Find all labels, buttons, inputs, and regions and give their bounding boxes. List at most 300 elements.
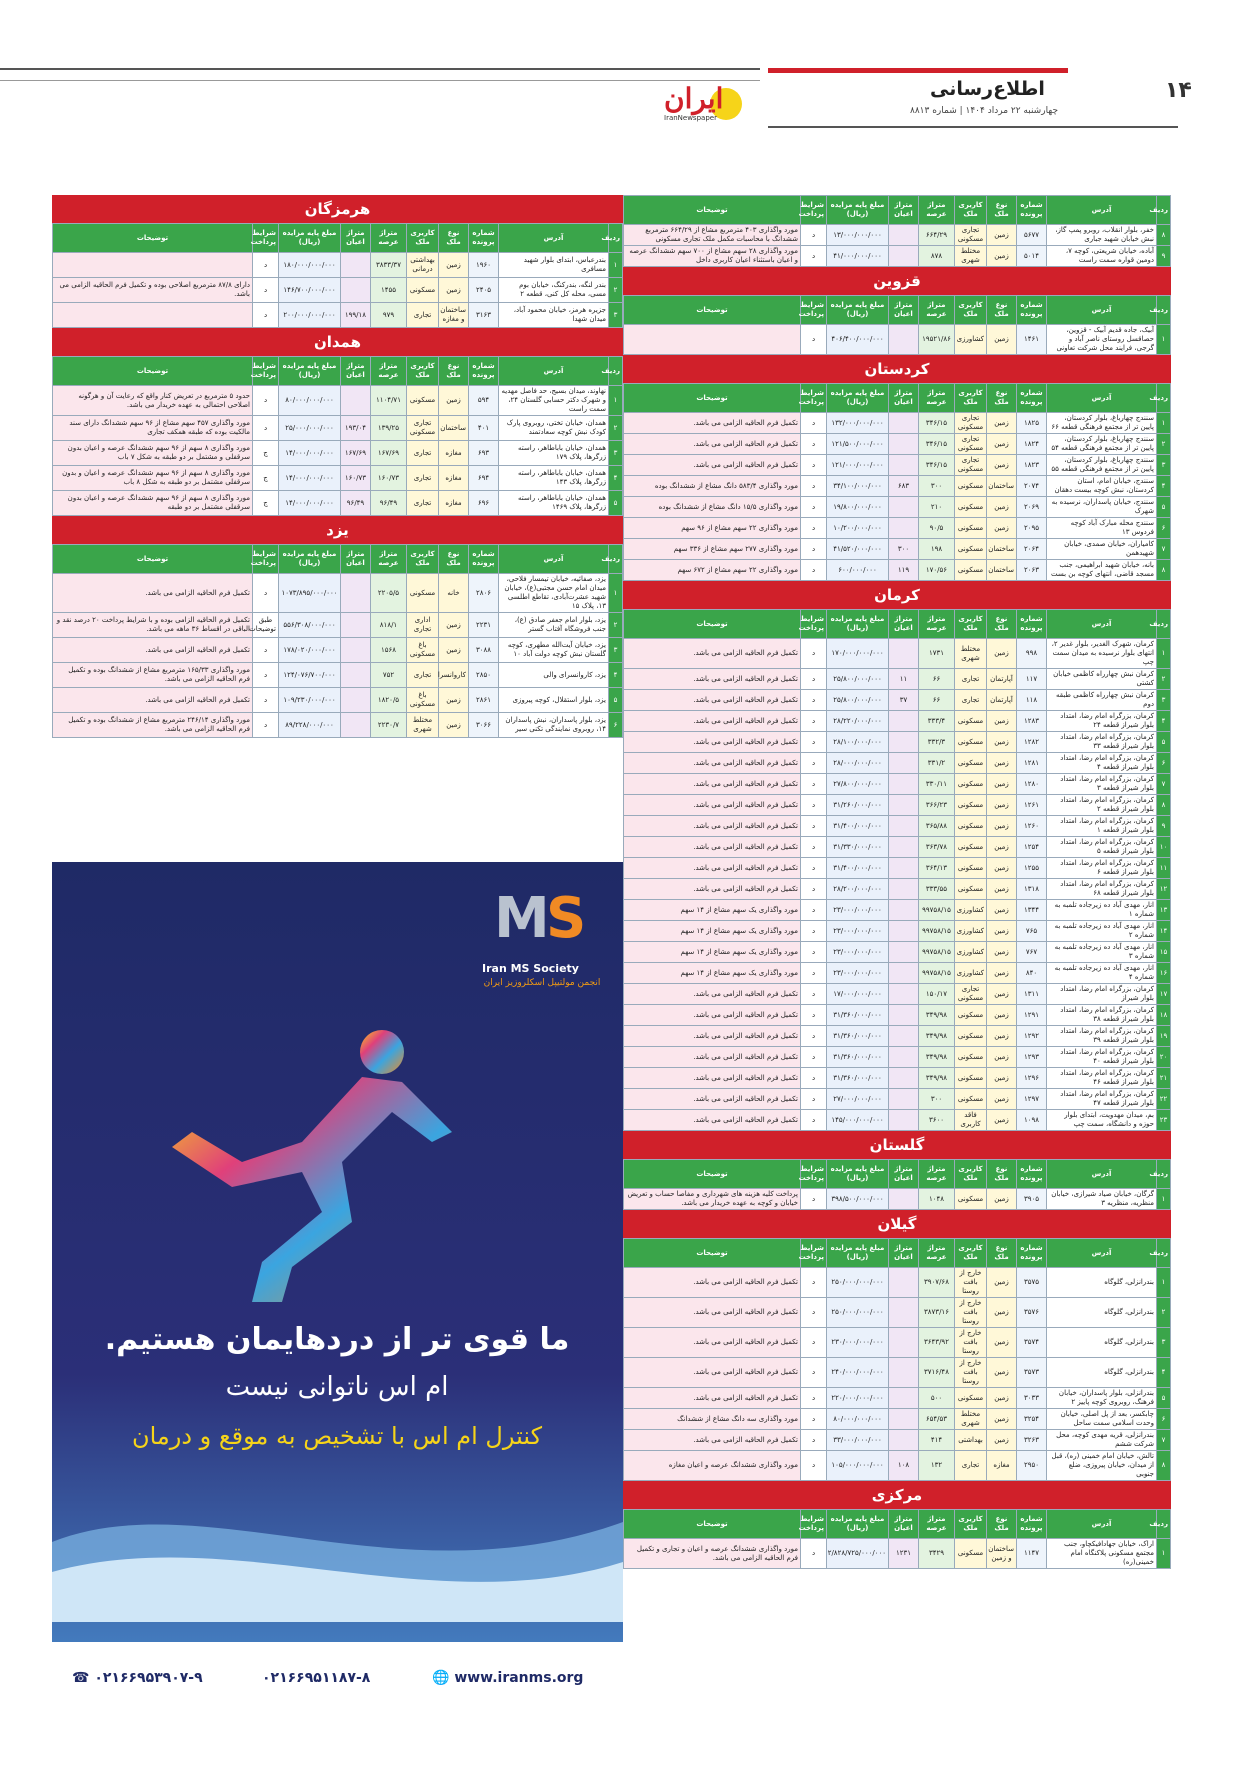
table-cell-area: ۱۷۰/۵۶ xyxy=(919,560,955,581)
table-cell-use: تجاری xyxy=(407,663,439,688)
auction-table xyxy=(52,544,623,738)
table-cell-n: ۱۳ xyxy=(1157,900,1171,921)
table-cell-desc: تکمیل فرم الحاقیه الزامی می باشد. xyxy=(53,638,253,663)
table-row xyxy=(624,1089,1171,1110)
column-header: شرایط پرداخت xyxy=(801,196,827,225)
table-cell-addr: کرمان، بزرگراه امام رضا، امتداد بلوار شیراز قطعه ۶ xyxy=(1047,858,1157,879)
auction-table xyxy=(623,295,1171,355)
table-cell-n: ۸ xyxy=(1157,1451,1171,1481)
column-header: متراژ عرصه xyxy=(919,610,955,639)
ms-society-ad xyxy=(52,862,623,1716)
table-cell-n: ۴ xyxy=(609,466,623,491)
table-cell-pay: د xyxy=(801,413,827,434)
table-cell-file: ۱۲۵۴ xyxy=(1017,837,1047,858)
phone-2-text: ۰۲۱۶۶۹۵۳۹۰۷-۹ xyxy=(94,1670,203,1686)
column-header: مبلغ پایه مزایده (ریال) xyxy=(279,224,341,253)
table-cell-addr: اراک، خیابان جهادافیکچاو، جنب مجتمع مسکونی پلاکنگاه امام خمینی(ره) xyxy=(1047,1539,1157,1569)
table-cell-desc: تکمیل فرم الحاقیه الزامی می باشد. xyxy=(624,858,801,879)
table-cell-use: مسکونی xyxy=(955,858,987,879)
table-cell-addr: کرمان، بزرگراه امام رضا، امتداد بلوار شیراز قطعه ۲۴ xyxy=(1047,711,1157,732)
table-cell-pay: د xyxy=(801,497,827,518)
table-cell-price: ۲۳۰/۰۰۰/۰۰۰/۰۰۰ xyxy=(827,1328,889,1358)
column-header: متراژ اعیان xyxy=(889,384,919,413)
table-cell-kind: آپارتمان xyxy=(987,690,1017,711)
table-cell-price: ۸۰/۰۰۰/۰۰۰/۰۰۰ xyxy=(827,1409,889,1430)
ad-contact-bar xyxy=(52,1642,623,1716)
table-cell-file: ۱۲۹۲ xyxy=(1017,1026,1047,1047)
table-cell-use: مسکونی xyxy=(955,1068,987,1089)
column-header: متراژ عرصه xyxy=(919,384,955,413)
column-header: توضیحات xyxy=(624,610,801,639)
table-cell-pay: د xyxy=(801,900,827,921)
table-cell-bld xyxy=(889,732,919,753)
table-cell-desc: مورد واگذاری یک سهم مشاع از ۱۴ سهم xyxy=(624,942,801,963)
table-cell-price: ۱۲۱/۵۰۰/۰۰۰/۰۰۰ xyxy=(827,434,889,455)
province-header: کرمان xyxy=(623,581,1171,609)
table-cell-price: ۲۵/۰۰۰/۰۰۰/۰۰۰ xyxy=(279,416,341,441)
table-cell-pay: د xyxy=(253,303,279,328)
column-header: مبلغ پایه مزایده (ریال) xyxy=(827,610,889,639)
column-header: توضیحات xyxy=(53,357,253,386)
column-header: کاربری ملک xyxy=(955,196,987,225)
column-header: نوع ملک xyxy=(439,224,469,253)
table-cell-desc: تکمیل فرم الحاقیه الزامی می باشد. xyxy=(624,669,801,690)
table-cell-pay: د xyxy=(253,416,279,441)
table-cell-bld: ۹۶/۴۹ xyxy=(341,491,371,516)
table-cell-area: ۳۴۹/۹۸ xyxy=(919,1047,955,1068)
table-cell-area: ۹۰/۵ xyxy=(919,518,955,539)
column-header: توضیحات xyxy=(624,296,801,325)
table-cell-file: ۲۸۰۶ xyxy=(469,574,499,613)
table-cell-use: باغ مسکونی xyxy=(407,688,439,713)
issue-info: چهارشنبه ۲۲ مرداد ۱۴۰۴ | شماره ۸۸۱۳ xyxy=(910,106,1059,116)
table-cell-area: ۱۵۶۸ xyxy=(371,638,407,663)
table-cell-n: ۹ xyxy=(1157,816,1171,837)
table-cell-bld xyxy=(889,711,919,732)
table-cell-kind: زمین xyxy=(439,253,469,278)
table-row xyxy=(624,413,1171,434)
column-header: ردیف xyxy=(1157,384,1171,413)
table-cell-bld xyxy=(889,942,919,963)
table-cell-use: مسکونی xyxy=(955,539,987,560)
table-cell-area: ۳۴۶/۱۵ xyxy=(919,413,955,434)
table-cell-pay: د xyxy=(801,732,827,753)
table-cell-addr: یزد، بلوار پاسداران، نبش پاسداران ۱۴، روبروی نمایندگی تکنی سیر xyxy=(499,713,609,738)
table-cell-use: تجاری مسکونی xyxy=(955,413,987,434)
table-cell-bld: ۱۱ xyxy=(889,669,919,690)
table-cell-kind: زمین xyxy=(987,879,1017,900)
table-row xyxy=(53,303,623,328)
section-title: اطلاع‌رسانی xyxy=(930,78,1045,100)
table-cell-file: ۱۱۷ xyxy=(1017,669,1047,690)
table-cell-bld xyxy=(889,1388,919,1409)
table-cell-price: ۱۷/۰۰۰/۰۰۰/۰۰۰ xyxy=(827,984,889,1005)
column-header: نوع ملک xyxy=(987,1239,1017,1268)
table-row xyxy=(624,1298,1171,1328)
table-cell-file: ۲۸۶۱ xyxy=(469,688,499,713)
table-cell-n: ۴ xyxy=(1157,1358,1171,1388)
table-cell-file: ۳۰۳۳ xyxy=(1017,1388,1047,1409)
table-row xyxy=(624,325,1171,355)
table-cell-area: ۶۶ xyxy=(919,690,955,711)
table-cell-price: ۱۰۹/۲۳۰/۰۰۰/۰۰۰ xyxy=(279,688,341,713)
ad-wave-decoration xyxy=(52,1462,623,1622)
column-header: شماره پرونده xyxy=(469,224,499,253)
table-cell-area: ۹۹۷۵۸/۱۵ xyxy=(919,900,955,921)
column-header: کاربری ملک xyxy=(407,545,439,574)
table-cell-pay: د xyxy=(801,1409,827,1430)
table-cell-bld xyxy=(341,688,371,713)
logo: ایران xyxy=(664,82,724,115)
table-cell-use: بهداشتی درمانی xyxy=(407,253,439,278)
table-cell-n: ۱ xyxy=(609,253,623,278)
column-header: مبلغ پایه مزایده (ریال) xyxy=(827,1239,889,1268)
table-cell-addr: کامیاران، خیابان صمدی، خیابان شهیدهمن xyxy=(1047,539,1157,560)
table-cell-pay: د xyxy=(801,774,827,795)
table-cell-addr: کرمان، بزرگراه امام رضا، امتداد بلوار شیراز قطعه ۵ xyxy=(1047,837,1157,858)
table-cell-addr: آبیک، جاده قدیم آبیک - قزوین، حصاقسل روستای ناصر آباد و گرجی، فرایند محل شرکت تعاونی xyxy=(1047,325,1157,355)
table-cell-n: ۷ xyxy=(1157,774,1171,795)
table-cell-n: ۵ xyxy=(1157,1388,1171,1409)
table-cell-kind: زمین xyxy=(987,1089,1017,1110)
column-header: متراژ عرصه xyxy=(919,1510,955,1539)
table-cell-use: مختلط شهری xyxy=(955,246,987,267)
table-cell-pay: د xyxy=(801,518,827,539)
table-cell-addr: کرمان، بزرگراه امام رضا، امتداد بلوار شیراز قطعه ۴ xyxy=(1047,753,1157,774)
table-cell-desc: تکمیل فرم الحاقیه الزامی می باشد. xyxy=(624,879,801,900)
table-cell-bld: ۱۰۸ xyxy=(889,1451,919,1481)
table-cell-use: مسکونی xyxy=(955,1005,987,1026)
table-cell-pay: ج xyxy=(253,441,279,466)
table-cell-desc: تکمیل فرم الحاقیه الزامی می باشد. xyxy=(624,1430,801,1451)
table-cell-addr: کرمان نبش چهارراه کاظمی طبقه دوم xyxy=(1047,690,1157,711)
column-header: متراژ عرصه xyxy=(919,296,955,325)
table-cell-area: ۳۴۹/۹۸ xyxy=(919,1005,955,1026)
table-cell-pay: د xyxy=(253,386,279,416)
table-cell-area: ۶۶ xyxy=(919,669,955,690)
province-header: گیلان xyxy=(623,1210,1171,1238)
table-cell-file: ۴۰۱ xyxy=(469,416,499,441)
table-cell-price: ۳۱/۳۶۰/۰۰۰/۰۰۰ xyxy=(827,1047,889,1068)
column-header: توضیحات xyxy=(624,1510,801,1539)
table-cell-kind: زمین xyxy=(987,497,1017,518)
table-cell-addr: کرمان، بزرگراه امام رضا، امتداد بلوار شیراز قطعه ۴۶ xyxy=(1047,1068,1157,1089)
table-cell-pay: د xyxy=(801,669,827,690)
column-header: ردیف xyxy=(1157,610,1171,639)
table-cell-file: ۱۲۸۱ xyxy=(1017,753,1047,774)
website-link[interactable]: 🌐 www.iranms.org xyxy=(432,1670,584,1686)
table-cell-pay: د xyxy=(801,1328,827,1358)
table-cell-file: ۳۰۶۶ xyxy=(469,713,499,738)
table-cell-kind: زمین xyxy=(987,795,1017,816)
table-cell-kind: زمین xyxy=(987,1298,1017,1328)
table-cell-n: ۶ xyxy=(1157,518,1171,539)
table-cell-file: ۷۶۷ xyxy=(1017,942,1047,963)
table-cell-area: ۱۴۵۵ xyxy=(371,278,407,303)
table-cell-bld xyxy=(889,774,919,795)
table-cell-bld xyxy=(889,858,919,879)
column-header: توضیحات xyxy=(53,224,253,253)
column-header: متراژ اعیان xyxy=(889,1239,919,1268)
table-cell-use: باغ مسکونی xyxy=(407,638,439,663)
table-cell-bld xyxy=(889,1189,919,1210)
table-row xyxy=(53,253,623,278)
column-header: متراژ عرصه xyxy=(919,1239,955,1268)
column-header: متراژ اعیان xyxy=(889,296,919,325)
table-cell-price: ۱۴۶/۷۰۰/۰۰۰/۰۰۰ xyxy=(279,278,341,303)
table-row xyxy=(624,1388,1171,1409)
table-cell-bld xyxy=(889,921,919,942)
table-cell-price: ۱۷۰/۰۰۰/۰۰۰/۰۰۰ xyxy=(827,639,889,669)
table-cell-area: ۱۷۳۱ xyxy=(919,639,955,669)
table-row xyxy=(624,795,1171,816)
table-cell-file: ۱۹۶۰ xyxy=(469,253,499,278)
table-cell-use: مسکونی xyxy=(955,774,987,795)
table-cell-n: ۱ xyxy=(609,386,623,416)
table-cell-n: ۲۱ xyxy=(1157,1068,1171,1089)
table-cell-n: ۵ xyxy=(1157,497,1171,518)
column-header: متراژ عرصه xyxy=(371,224,407,253)
table-cell-desc: تکمیل فرم الحاقیه الزامی می باشد. xyxy=(624,732,801,753)
table-cell-use: مسکونی xyxy=(407,386,439,416)
table-cell-kind: زمین xyxy=(987,1026,1017,1047)
table-cell-bld xyxy=(889,1110,919,1131)
table-cell-desc: مورد واگذاری ششدانگ عرصه و اعیان و تجاری و تکمیل فرم الحاقیه الزامی می باشد. xyxy=(624,1539,801,1569)
table-cell-pay: د xyxy=(801,560,827,581)
table-cell-use: تجاری مسکونی xyxy=(955,434,987,455)
table-cell-desc: تکمیل فرم الحاقیه الزامی می باشد. xyxy=(624,753,801,774)
table-cell-desc: تکمیل فرم الحاقیه الزامی می باشد. xyxy=(53,688,253,713)
table-cell-pay: د xyxy=(253,574,279,613)
table-cell-pay: د xyxy=(801,1189,827,1210)
table-cell-desc: مورد واگذاری ۲۴۶/۱۴ مترمربع مشاع از ششدانگ بوده و تکمیل فرم الحاقیه الزامی می باشد. xyxy=(53,713,253,738)
table-cell-bld xyxy=(889,639,919,669)
table-cell-use: کشاورزی xyxy=(955,942,987,963)
table-cell-addr: بندرانزلی، گلوگاه xyxy=(1047,1358,1157,1388)
table-row xyxy=(624,753,1171,774)
table-cell-n: ۱۸ xyxy=(1157,1005,1171,1026)
table-cell-n: ۶ xyxy=(1157,1409,1171,1430)
table-cell-addr: سنندج چهارباغ، بلوار کردستان، پایین تر از مجتمع فرهنگی قطعه ۶۶ xyxy=(1047,413,1157,434)
table-cell-use: کشاورزی xyxy=(955,963,987,984)
table-cell-addr: سنندج محله مبارک آباد کوچه فردوس ۱۳ xyxy=(1047,518,1157,539)
table-cell-addr: بندرانزلی، قریه مهدی کوچه، محل شرکت ششم xyxy=(1047,1430,1157,1451)
table-cell-price: ۵۵۶/۳۰۸/۰۰۰/۰۰۰ xyxy=(279,613,341,638)
table-cell-addr: کرمان، بزرگراه امام رضا، امتداد بلوار شیراز قطعه ۳۳ xyxy=(1047,732,1157,753)
column-header: توضیحات xyxy=(624,196,801,225)
table-cell-kind: زمین xyxy=(987,732,1017,753)
column-header: ردیف xyxy=(1157,296,1171,325)
table-cell-price: ۲۳/۰۰۰/۰۰۰/۰۰۰ xyxy=(827,963,889,984)
column-header: شماره پرونده xyxy=(469,357,499,386)
table-row xyxy=(53,663,623,688)
column-header: آدرس xyxy=(1047,1160,1157,1189)
table-row xyxy=(624,900,1171,921)
column-header: ردیف xyxy=(1157,1160,1171,1189)
table-cell-price: ۸۰/۰۰۰/۰۰۰/۰۰۰ xyxy=(279,386,341,416)
table-cell-addr: کرمان، بزرگراه امام رضا، امتداد بلوار شیراز قطعه ۶۸ xyxy=(1047,879,1157,900)
table-cell-addr: خفر، بلوار انقلاب، روبرو پمپ گاز، نبش خیابان شهید جباری xyxy=(1047,225,1157,246)
table-cell-use: خارج از بافت روستا xyxy=(955,1268,987,1298)
column-header: متراژ اعیان xyxy=(341,357,371,386)
table-cell-use: مسکونی xyxy=(955,1089,987,1110)
table-cell-addr: کرمان، بزرگراه امام رضا، امتداد بلوار شیراز xyxy=(1047,984,1157,1005)
table-cell-addr: کرمان، شهرک الغدیر، بلوار غدیر ۲، انتهای بلوار نرسیده به میدان سمت چپ xyxy=(1047,639,1157,669)
table-cell-use: تجاری xyxy=(955,690,987,711)
table-cell-area: ۳۴۶/۱۵ xyxy=(919,455,955,476)
table-cell-addr: کرمان، بزرگراه امام رضا، امتداد بلوار شیراز قطعه ۳ xyxy=(1047,774,1157,795)
table-row xyxy=(624,1005,1171,1026)
column-header: ردیف xyxy=(609,224,623,253)
table-cell-area: ۵۰۰ xyxy=(919,1388,955,1409)
table-cell-bld: ۳۷ xyxy=(889,690,919,711)
table-cell-area: ۴۱۴ xyxy=(919,1430,955,1451)
table-cell-area: ۱۳۹/۲۵ xyxy=(371,416,407,441)
table-cell-bld xyxy=(889,1328,919,1358)
column-header: مبلغ پایه مزایده (ریال) xyxy=(827,1510,889,1539)
table-cell-area: ۷۵۲ xyxy=(371,663,407,688)
table-cell-pay: د xyxy=(801,1089,827,1110)
table-cell-n: ۲۲ xyxy=(1157,1089,1171,1110)
table-cell-file: ۳۹۰۵ xyxy=(1017,1189,1047,1210)
header-accent-bar xyxy=(768,68,1068,73)
table-cell-desc: تکمیل فرم الحاقیه الزامی می باشد. xyxy=(624,1358,801,1388)
table-cell-desc: مورد واگذاری ۲۷۷ سهم مشاع از ۳۳۶ سهم xyxy=(624,539,801,560)
table-cell-n: ۵ xyxy=(609,491,623,516)
column-header: مبلغ پایه مزایده (ریال) xyxy=(827,296,889,325)
province-header: هرمزگان xyxy=(52,195,623,223)
table-cell-price: ۲۵۰/۰۰۰/۰۰۰/۰۰۰ xyxy=(827,1268,889,1298)
table-cell-n: ۱۲ xyxy=(1157,879,1171,900)
table-cell-area: ۳۸۷۳/۱۶ xyxy=(919,1298,955,1328)
table-row xyxy=(53,278,623,303)
table-cell-pay: د xyxy=(801,455,827,476)
table-cell-pay: طبق توضیحات xyxy=(253,613,279,638)
table-cell-pay: د xyxy=(801,1268,827,1298)
table-cell-file: ۱۴۶۱ xyxy=(1017,325,1047,355)
table-cell-kind: زمین xyxy=(987,1388,1017,1409)
table-cell-desc: مورد واگذاری یک سهم مشاع از ۱۴ سهم xyxy=(624,900,801,921)
table-row xyxy=(624,476,1171,497)
table-cell-area: ۱۸۲۰/۵ xyxy=(371,688,407,713)
auction-table xyxy=(623,1238,1171,1481)
table-cell-price: ۳۱/۴۰۰/۰۰۰/۰۰۰ xyxy=(827,816,889,837)
table-cell-desc xyxy=(624,325,801,355)
table-cell-pay: د xyxy=(801,1451,827,1481)
table-cell-use: مسکونی xyxy=(955,711,987,732)
table-cell-desc: تکمیل فرم الحاقیه الزامی می باشد. xyxy=(624,639,801,669)
table-cell-use: تجاری xyxy=(407,466,439,491)
table-cell-area: ۳۶۴۳/۹۲ xyxy=(919,1328,955,1358)
table-cell-use: تجاری مسکونی xyxy=(955,455,987,476)
table-header-row xyxy=(624,610,1171,639)
column-header: ردیف xyxy=(609,545,623,574)
table-cell-addr: بم، میدان مهدویت، ابتدای بلوار حوزه و دانشگاه، سمت چپ xyxy=(1047,1110,1157,1131)
ad-headline: ما قوی تر از دردهایمان هستیم. xyxy=(104,1322,570,1357)
column-header: نوع ملک xyxy=(987,384,1017,413)
page-number: ۱۴ xyxy=(1165,78,1192,103)
table-cell-price: ۱۴/۰۰۰/۰۰۰/۰۰۰ xyxy=(279,441,341,466)
table-row xyxy=(624,1451,1171,1481)
table-cell-n: ۵ xyxy=(1157,732,1171,753)
table-cell-desc: تکمیل فرم الحاقیه الزامی می باشد. xyxy=(624,837,801,858)
table-cell-n: ۶ xyxy=(609,713,623,738)
table-row xyxy=(624,858,1171,879)
table-cell-n: ۱۷ xyxy=(1157,984,1171,1005)
table-cell-use: تجاری xyxy=(407,491,439,516)
column-header: شماره پرونده xyxy=(1017,296,1047,325)
table-cell-addr: چابکسر، بعد از پل اصلی، خیابان وحدت اسلامی سمت ساحل xyxy=(1047,1409,1157,1430)
table-cell-addr: همدان، خیابان باباطاهر، راسته زرگرها، پلاک ۱۴۶۹ xyxy=(499,491,609,516)
table-cell-area: ۲۲۰۵/۵ xyxy=(371,574,407,613)
table-cell-use: مسکونی xyxy=(955,753,987,774)
website-text: www.iranms.org xyxy=(454,1670,584,1686)
table-cell-addr: کرمان، بزرگراه امام رضا، امتداد بلوار شیراز قطعه ۳۹ xyxy=(1047,1026,1157,1047)
table-cell-bld xyxy=(889,325,919,355)
table-cell-file: ۳۲۵۴ xyxy=(1017,1409,1047,1430)
table-cell-price: ۲۷/۰۰۰/۰۰۰/۰۰۰ xyxy=(827,1089,889,1110)
table-cell-use: مسکونی xyxy=(407,278,439,303)
table-cell-use: مسکونی xyxy=(955,732,987,753)
table-cell-area: ۱۵۰/۱۷ xyxy=(919,984,955,1005)
table-cell-bld: ۶۸۳ xyxy=(889,476,919,497)
table-cell-addr: کرمان، بزرگراه امام رضا، امتداد بلوار شیراز قطعه ۱ xyxy=(1047,816,1157,837)
table-cell-kind: زمین xyxy=(439,688,469,713)
table-cell-area: ۳۴۶/۱۵ xyxy=(919,434,955,455)
table-cell-kind: زمین xyxy=(987,1047,1017,1068)
table-cell-addr: یزد، بلوار استقلال، کوچه پیروزی xyxy=(499,688,609,713)
table-row xyxy=(624,246,1171,267)
table-row xyxy=(624,639,1171,669)
table-cell-file: ۳۵۷۵ xyxy=(1017,1268,1047,1298)
table-cell-pay: د xyxy=(801,1005,827,1026)
header-rule xyxy=(0,68,760,70)
table-cell-use: فاقد کاربری xyxy=(955,1110,987,1131)
table-cell-area: ۹۹۷۵۸/۱۵ xyxy=(919,921,955,942)
table-cell-file: ۳۵۷۳ xyxy=(1017,1358,1047,1388)
table-cell-file: ۱۲۹۷ xyxy=(1017,1089,1047,1110)
phone-1: ۰۲۱۶۶۹۵۱۱۸۷-۸ xyxy=(262,1670,371,1686)
table-cell-pay: د xyxy=(801,225,827,246)
table-cell-desc: مورد واگذاری ۸ سهم از ۹۶ سهم ششدانگ عرصه و اعیان بدون سرقفلی و مشتمل بر دو طبقه به شکل ۷ باب xyxy=(53,441,253,466)
table-cell-use: مسکونی xyxy=(955,1189,987,1210)
table-cell-price: ۱۴۵/۰۰۰/۰۰۰/۰۰۰ xyxy=(827,1110,889,1131)
table-cell-n: ۳ xyxy=(1157,1328,1171,1358)
table-cell-price: ۱۹/۸۰۰/۰۰۰/۰۰۰ xyxy=(827,497,889,518)
table-cell-desc: مورد واگذاری ۴۵۷ سهم مشاع از ۹۶ سهم ششدانگ دارای سند مالکیت بوده که طبقه همکف تجاری xyxy=(53,416,253,441)
table-cell-price: ۲۴۰/۰۰۰/۰۰۰/۰۰۰ xyxy=(827,1358,889,1388)
table-cell-price: ۴۱/۵۲۰/۰۰۰/۰۰۰ xyxy=(827,539,889,560)
table-row xyxy=(624,837,1171,858)
table-cell-desc: تکمیل فرم الحاقیه الزامی می باشد. xyxy=(624,690,801,711)
table-cell-price: ۴۱/۰۰۰/۰۰۰/۰۰۰ xyxy=(827,246,889,267)
table-cell-n: ۱۵ xyxy=(1157,942,1171,963)
table-cell-n: ۳ xyxy=(609,303,623,328)
column-header: آدرس xyxy=(499,545,609,574)
table-cell-price: ۱۴/۰۰۰/۰۰۰/۰۰۰ xyxy=(279,491,341,516)
table-cell-addr: کرمان، بزرگراه امام رضا، امتداد بلوار شیراز قطعه ۴۷ xyxy=(1047,1089,1157,1110)
column-header: شماره پرونده xyxy=(1017,1510,1047,1539)
table-cell-use: اداری تجاری xyxy=(407,613,439,638)
column-header: مبلغ پایه مزایده (ریال) xyxy=(827,1160,889,1189)
table-header-row xyxy=(624,1510,1171,1539)
column-header: توضیحات xyxy=(624,1239,801,1268)
table-cell-kind: زمین xyxy=(987,413,1017,434)
table-cell-pay: د xyxy=(801,1026,827,1047)
table-cell-addr: تالش، خیابان امام خمینی (ره)، قبل از میدان، خیابان پیروزی، ضلع جنوبی xyxy=(1047,1451,1157,1481)
table-cell-n: ۱ xyxy=(1157,1539,1171,1569)
table-row xyxy=(624,434,1171,455)
